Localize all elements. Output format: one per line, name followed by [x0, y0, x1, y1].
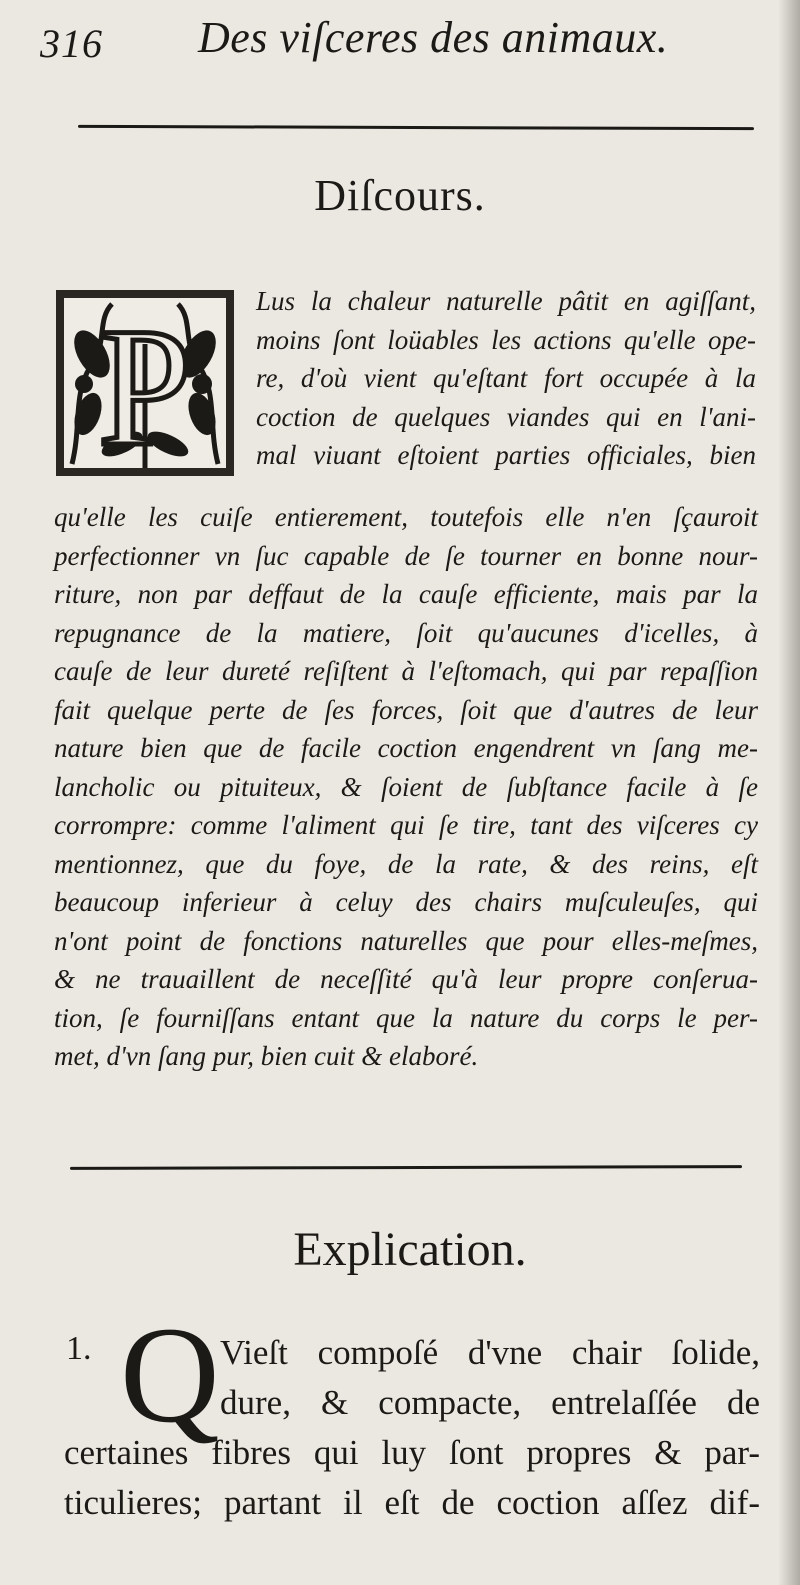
- text-line: tion, ſe fourniſſans entant que la nature du corps le per-: [54, 1002, 758, 1033]
- section-rule: [70, 1165, 742, 1170]
- text-line: qu'elle les cuiſe entierement, toutefois elle n'en ſçauroit: [54, 502, 758, 532]
- text-line: dure, & compacte, entrelaſſée de: [220, 1383, 760, 1422]
- entry-number: 1.: [66, 1330, 92, 1367]
- text-line: Vieſt compoſé d'vne chair ſolide,: [220, 1333, 760, 1372]
- text-line: coction de quelques viandes qui en l'ani-: [256, 401, 756, 432]
- text-line: certaines fibres qui luy ſont propres & par-: [64, 1433, 760, 1472]
- explication-heading: Explication.: [293, 1223, 527, 1276]
- text-line: lancholic ou pituiteux, & ſoient de ſubſtance facile à ſe: [54, 771, 758, 802]
- text-line: mentionnez, que du foye, de la rate, & des reins, eſt: [54, 848, 758, 879]
- text-line: ticulieres; partant il eſt de coction aſſez dif-: [64, 1483, 760, 1522]
- text-line: fait quelque perte de ſes forces, ſoit que d'autres de leur: [54, 694, 758, 725]
- explication-lead-lines: [220, 1328, 760, 1428]
- top-rule: [78, 125, 754, 130]
- text-line: re, d'où vient qu'eſtant fort occupée à la: [256, 363, 756, 393]
- discours-lead-lines: [256, 282, 756, 475]
- text-line: n'ont point de fonctions naturelles que pour elles-meſmes,: [54, 925, 758, 956]
- text-line: cauſe de leur dureté reſiſtent à l'eſtomach, qui par repaſſion: [54, 656, 758, 686]
- text-line: Lus la chaleur naturelle pâtit en agiſſant,: [256, 286, 756, 316]
- explication-body: [64, 1428, 760, 1528]
- page-edge-shadow: [778, 0, 800, 1585]
- discours-body: [54, 498, 758, 1076]
- text-line: beaucoup inferieur à celuy des chairs muſculeuſes, qui: [54, 887, 758, 917]
- text-line: mal viuant eſtoient parties officiales, bien: [256, 440, 756, 470]
- page-number: 316: [40, 21, 103, 66]
- running-title: Des viſceres des animaux.: [198, 13, 669, 62]
- text-line: nature bien que de facile coction engendrent vn ſang me-: [54, 733, 758, 763]
- ornamental-initial-p: [52, 284, 238, 480]
- initial-letter: P: [97, 293, 193, 480]
- discours-heading: Diſcours.: [314, 171, 486, 220]
- running-head: [0, 8, 800, 78]
- text-line: perfectionner vn ſuc capable de ſe tourner en bonne nour-: [54, 540, 758, 571]
- text-line: corrompre: comme l'aliment qui ſe tire, tant des viſceres cy: [54, 810, 758, 840]
- floral-initial-icon: [52, 284, 238, 480]
- text-line: met, d'vn ſang pur, bien cuit & elaboré.: [54, 1041, 479, 1071]
- text-line: riture, non par deffaut de la cauſe efficiente, mais par la: [54, 579, 758, 609]
- drop-cap-q: Q: [120, 1298, 220, 1451]
- text-line: repugnance de la matiere, ſoit qu'aucunes d'icelles, à: [54, 617, 758, 648]
- text-line: moins ſont loüables les actions qu'elle ope-: [256, 324, 756, 355]
- text-line: & ne trauaillent de neceſſité qu'à leur propre conſerua-: [54, 964, 758, 994]
